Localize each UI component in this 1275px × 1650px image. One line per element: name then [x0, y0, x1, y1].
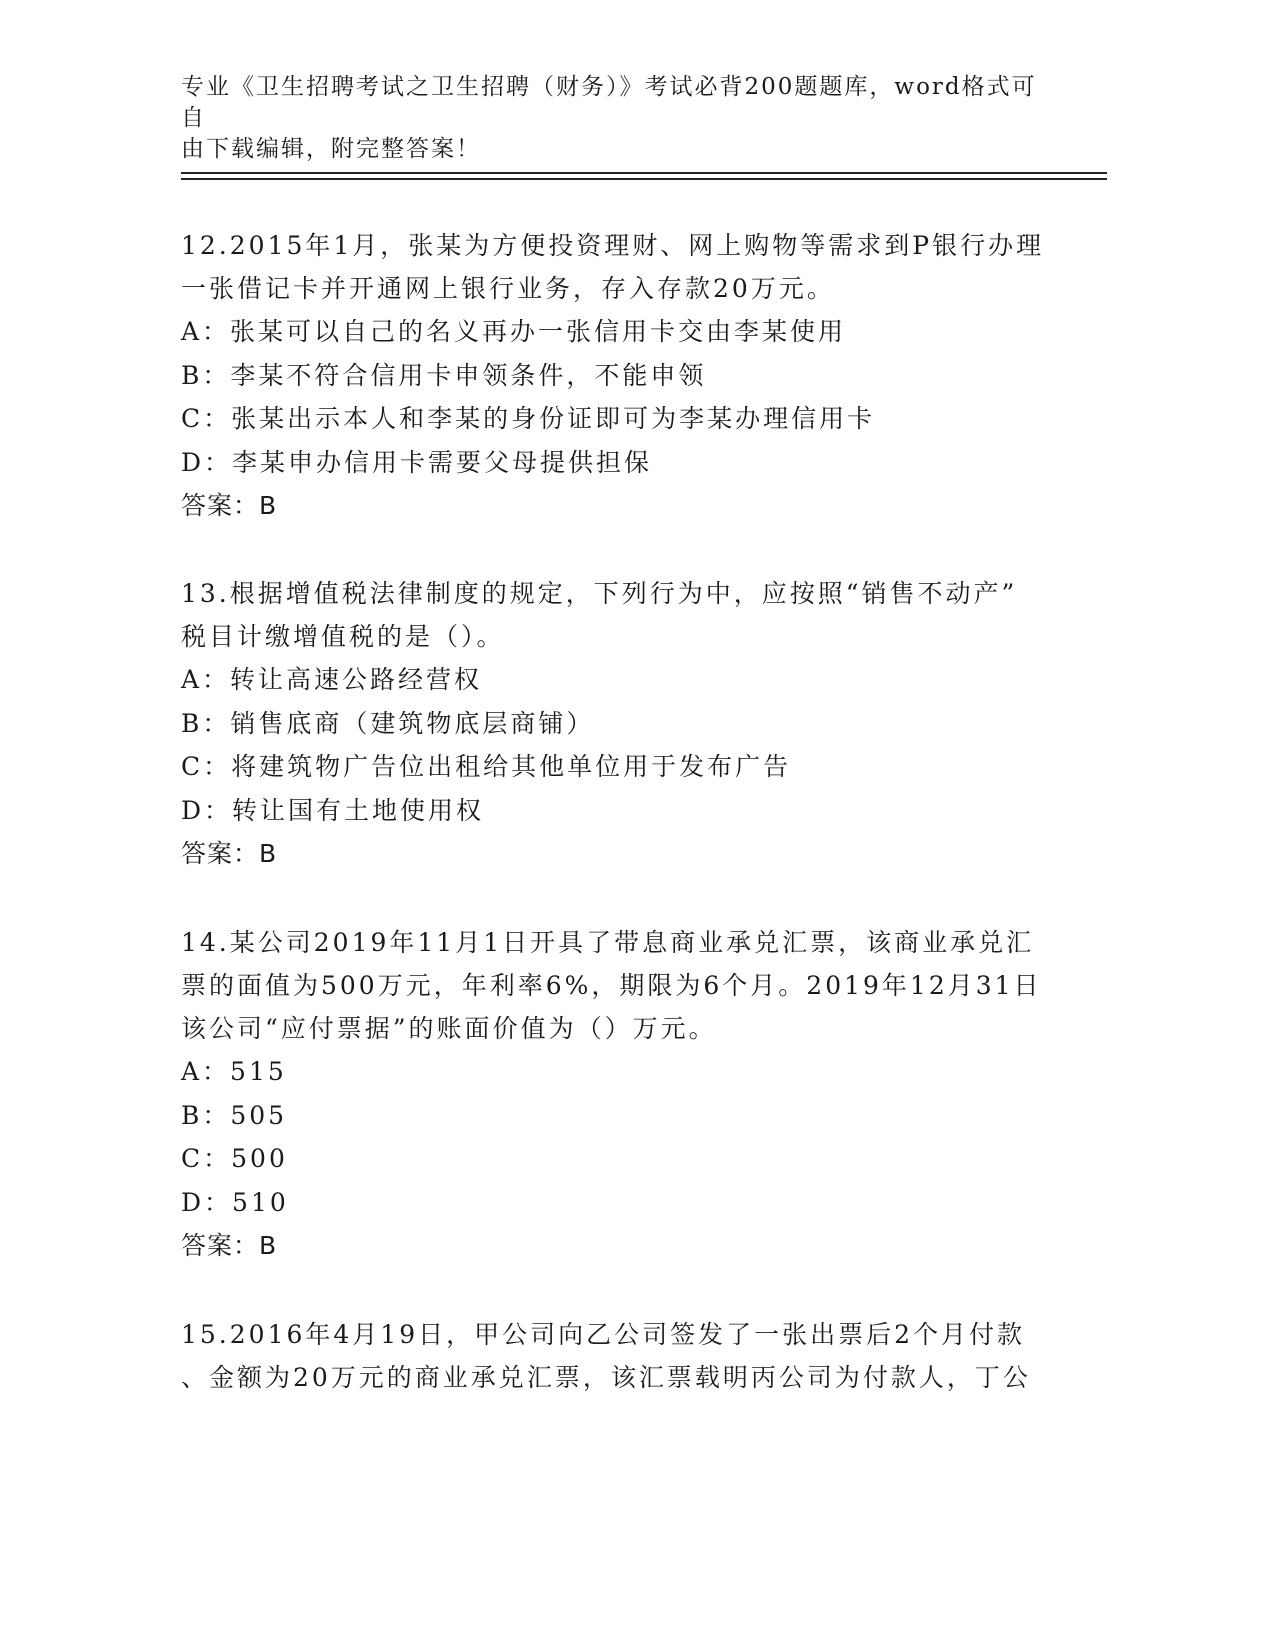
question-stem-line: 一张借记卡并开通网上银行业务，存入存款20万元。	[181, 274, 835, 303]
header-divider-bottom	[181, 178, 1107, 180]
option-a: A：515	[181, 1057, 287, 1086]
question-stem-line: 、金额为20万元的商业承兑汇票，该汇票载明丙公司为付款人，丁公	[181, 1363, 1031, 1392]
question-12	[181, 224, 1061, 528]
option-a: A：转让高速公路经营权	[181, 665, 483, 694]
header-line-2: 由下载编辑，附完整答案！	[181, 136, 481, 162]
question-14	[181, 921, 1061, 1268]
question-stem-line: 税目计缴增值税的是（）。	[181, 622, 505, 651]
answer-line: 答案：B	[181, 839, 278, 868]
option-b: B：李某不符合信用卡申领条件，不能申领	[181, 360, 707, 390]
option-d: D：转让国有土地使用权	[181, 795, 485, 825]
header-divider-top	[181, 172, 1107, 174]
question-stem-line: 票的面值为500万元，年利率6%，期限为6个月。2019年12月31日	[181, 971, 1042, 1000]
option-d: D：李某申办信用卡需要父母提供担保	[181, 447, 653, 477]
document-header	[181, 72, 1061, 165]
option-b: B：销售底商（建筑物底层商铺）	[181, 708, 595, 738]
question-15	[181, 1313, 1061, 1399]
question-stem-line: 14.某公司2019年11月1日开具了带息商业承兑汇票，该商业承兑汇	[181, 928, 1035, 957]
answer-line: 答案：B	[181, 1231, 278, 1260]
header-line-1: 专业《卫生招聘考试之卫生招聘（财务）》考试必背200题题库，word格式可自	[181, 74, 1037, 131]
option-c: C：将建筑物广告位出租给其他单位用于发布广告	[181, 752, 792, 781]
option-c: C：张某出示本人和李某的身份证即可为李某办理信用卡	[181, 404, 876, 433]
question-13	[181, 572, 1061, 876]
option-b: B：505	[181, 1100, 288, 1130]
option-c: C：500	[181, 1144, 288, 1173]
option-d: D：510	[181, 1187, 289, 1217]
question-stem-line: 13.根据增值税法律制度的规定，下列行为中，应按照“销售不动产”	[181, 579, 1018, 608]
question-stem-line: 12.2015年1月，张某为方便投资理财、网上购物等需求到P银行办理	[181, 231, 1045, 260]
question-stem-line: 15.2016年4月19日，甲公司向乙公司签发了一张出票后2个月付款	[181, 1320, 1026, 1349]
question-stem-line: 该公司“应付票据”的账面价值为（）万元。	[181, 1014, 717, 1043]
option-a: A：张某可以自己的名义再办一张信用卡交由李某使用	[181, 317, 847, 346]
answer-line: 答案：B	[181, 491, 278, 520]
